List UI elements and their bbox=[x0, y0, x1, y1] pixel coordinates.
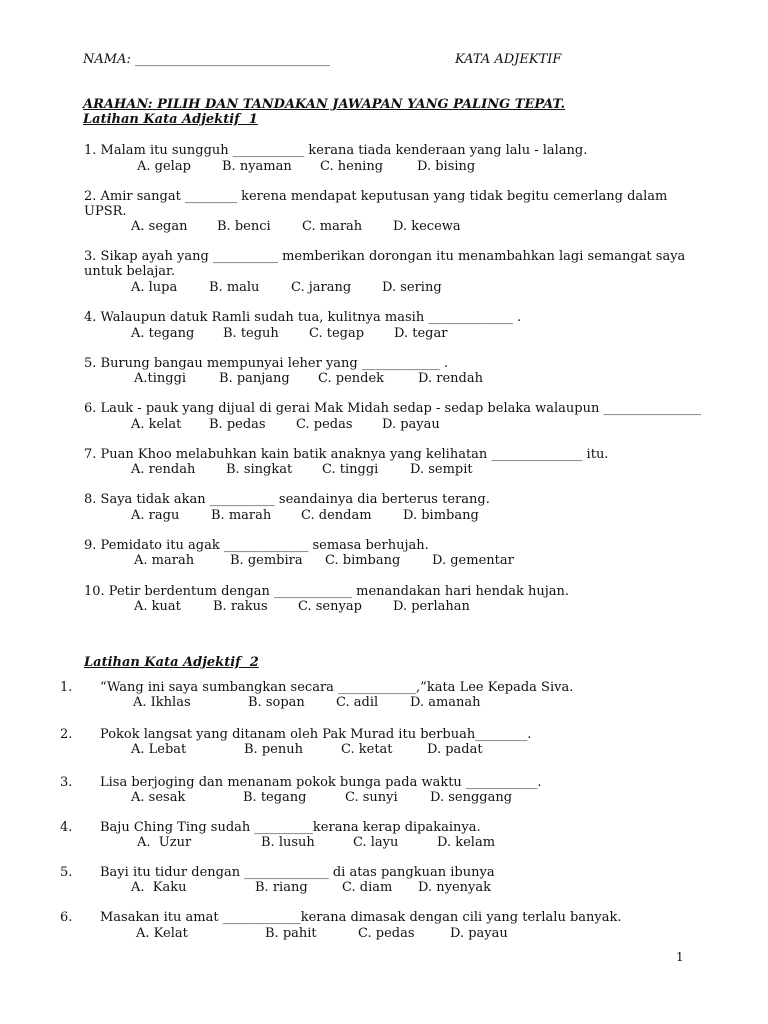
option-a[interactable]: A. Ikhlas bbox=[133, 695, 191, 710]
page-number: 1 bbox=[676, 950, 684, 964]
question-number: 6. bbox=[60, 910, 73, 925]
option-d[interactable]: D. payau bbox=[450, 926, 508, 941]
question-text: Lisa berjoging dan menanam pokok bunga pada waktu ___________. bbox=[100, 775, 542, 790]
option-c[interactable]: C. bimbang bbox=[325, 553, 401, 568]
option-c[interactable]: C. layu bbox=[353, 835, 399, 850]
option-c[interactable]: C. tegap bbox=[309, 326, 365, 341]
option-a[interactable]: A. Lebat bbox=[131, 742, 187, 757]
question-text: 5. Burung bangau mempunyai leher yang ____________ . bbox=[84, 356, 449, 371]
option-c[interactable]: C. marah bbox=[302, 219, 363, 234]
question-text: 1. Malam itu sungguh ___________ kerana tiada kenderaan yang lalu - lalang. bbox=[84, 143, 588, 158]
option-b[interactable]: B. sopan bbox=[248, 695, 305, 710]
option-b[interactable]: B. rakus bbox=[213, 599, 268, 614]
option-c[interactable]: C. hening bbox=[320, 159, 384, 174]
question-text: Pokok langsat yang ditanam oleh Pak Murad itu berbuah________. bbox=[100, 727, 532, 742]
question-number: 4. bbox=[60, 820, 73, 835]
option-c[interactable]: C. ketat bbox=[341, 742, 393, 757]
option-b[interactable]: B. pedas bbox=[209, 417, 266, 432]
option-d[interactable]: D. perlahan bbox=[393, 599, 470, 614]
option-b[interactable]: B. penuh bbox=[244, 742, 303, 757]
option-d[interactable]: D. bising bbox=[417, 159, 476, 174]
option-b[interactable]: B. singkat bbox=[226, 462, 293, 477]
option-a[interactable]: A. kuat bbox=[134, 599, 181, 614]
option-d[interactable]: D. rendah bbox=[418, 371, 483, 386]
question-number: 1. bbox=[60, 680, 73, 695]
question-text: 7. Puan Khoo melabuhkan kain batik anaknya yang kelihatan ______________ itu. bbox=[84, 447, 609, 462]
option-d[interactable]: D. senggang bbox=[430, 790, 513, 805]
instruction: ARAHAN: PILIH DAN TANDAKAN JAWAPAN YANG PALING TEPAT. bbox=[83, 97, 566, 112]
option-b[interactable]: B. benci bbox=[217, 219, 271, 234]
option-a[interactable]: A. tegang bbox=[131, 326, 195, 341]
question-text: 4. Walaupun datuk Ramli sudah tua, kulitnya masih _____________ . bbox=[84, 310, 522, 325]
section2-title: Latihan Kata Adjektif 2 bbox=[84, 655, 259, 670]
question-number: 3. bbox=[60, 775, 73, 790]
option-a[interactable]: A.tinggi bbox=[134, 371, 187, 386]
option-a[interactable]: A. Uzur bbox=[137, 835, 192, 850]
option-a[interactable]: A. Kaku bbox=[131, 880, 187, 895]
option-d[interactable]: D. amanah bbox=[410, 695, 481, 710]
section1-title: Latihan Kata Adjektif 1 bbox=[83, 112, 258, 127]
option-d[interactable]: D. padat bbox=[427, 742, 483, 757]
option-b[interactable]: B. marah bbox=[211, 508, 272, 523]
question-text: 2. Amir sangat ________ kerena mendapat keputusan yang tidak begitu cemerlang dalam bbox=[84, 189, 668, 204]
option-b[interactable]: B. riang bbox=[255, 880, 308, 895]
option-a[interactable]: A. sesak bbox=[131, 790, 186, 805]
question-number: 5. bbox=[60, 865, 73, 880]
option-a[interactable]: A. lupa bbox=[131, 280, 178, 295]
option-a[interactable]: A. Kelat bbox=[136, 926, 188, 941]
option-a[interactable]: A. marah bbox=[134, 553, 195, 568]
option-c[interactable]: C. adil bbox=[336, 695, 379, 710]
option-a[interactable]: A. ragu bbox=[131, 508, 180, 523]
option-c[interactable]: C. pendek bbox=[318, 371, 385, 386]
option-b[interactable]: B. malu bbox=[209, 280, 260, 295]
question-text: “Wang ini saya sumbangkan secara ____________,”kata Lee Kepada Siva. bbox=[100, 680, 574, 695]
question-text-continued: UPSR. bbox=[84, 204, 127, 219]
option-c[interactable]: C. sunyi bbox=[345, 790, 398, 805]
name-field-label: NAMA: ______________________________ bbox=[83, 52, 330, 67]
option-b[interactable]: B. gembira bbox=[230, 553, 303, 568]
option-a[interactable]: A. kelat bbox=[131, 417, 182, 432]
option-d[interactable]: D. gementar bbox=[432, 553, 514, 568]
option-a[interactable]: A. rendah bbox=[131, 462, 196, 477]
option-b[interactable]: B. pahit bbox=[265, 926, 317, 941]
topic-title: KATA ADJEKTIF bbox=[455, 52, 562, 67]
option-d[interactable]: D. sering bbox=[382, 280, 442, 295]
option-c[interactable]: C. diam bbox=[342, 880, 393, 895]
question-number: 2. bbox=[60, 727, 73, 742]
option-d[interactable]: D. kecewa bbox=[393, 219, 461, 234]
question-text-continued: untuk belajar. bbox=[84, 264, 175, 279]
option-b[interactable]: B. teguh bbox=[223, 326, 279, 341]
option-a[interactable]: A. segan bbox=[131, 219, 188, 234]
option-b[interactable]: B. tegang bbox=[243, 790, 307, 805]
option-c[interactable]: C. senyap bbox=[298, 599, 362, 614]
option-d[interactable]: D. tegar bbox=[394, 326, 448, 341]
option-d[interactable]: D. sempit bbox=[410, 462, 473, 477]
option-c[interactable]: C. dendam bbox=[301, 508, 372, 523]
option-c[interactable]: C. tinggi bbox=[322, 462, 379, 477]
question-text: 10. Petir berdentum dengan ____________ menandakan hari hendak hujan. bbox=[84, 584, 570, 599]
option-a[interactable]: A. gelap bbox=[137, 159, 191, 174]
question-text: 3. Sikap ayah yang __________ memberikan dorongan itu menambahkan lagi semangat saya bbox=[84, 249, 686, 264]
option-d[interactable]: D. bimbang bbox=[403, 508, 479, 523]
option-c[interactable]: C. pedas bbox=[358, 926, 415, 941]
option-c[interactable]: C. jarang bbox=[291, 280, 352, 295]
option-b[interactable]: B. lusuh bbox=[261, 835, 315, 850]
option-d[interactable]: D. payau bbox=[382, 417, 440, 432]
option-b[interactable]: B. panjang bbox=[219, 371, 290, 386]
option-d[interactable]: D. nyenyak bbox=[418, 880, 491, 895]
question-text: Bayi itu tidur dengan _____________ di atas pangkuan ibunya bbox=[100, 865, 495, 880]
option-d[interactable]: D. kelam bbox=[437, 835, 496, 850]
question-text: 6. Lauk - pauk yang dijual di gerai Mak Midah sedap - sedap belaka walaupun _______________ bbox=[84, 401, 701, 416]
question-text: 8. Saya tidak akan __________ seandainya dia berterus terang. bbox=[84, 492, 490, 507]
option-b[interactable]: B. nyaman bbox=[222, 159, 292, 174]
option-c[interactable]: C. pedas bbox=[296, 417, 353, 432]
question-text: Baju Ching Ting sudah _________kerana kerap dipakainya. bbox=[100, 820, 481, 835]
question-text: 9. Pemidato itu agak _____________ semasa berhujah. bbox=[84, 538, 429, 553]
question-text: Masakan itu amat ____________kerana dimasak dengan cili yang terlalu banyak. bbox=[100, 910, 622, 925]
